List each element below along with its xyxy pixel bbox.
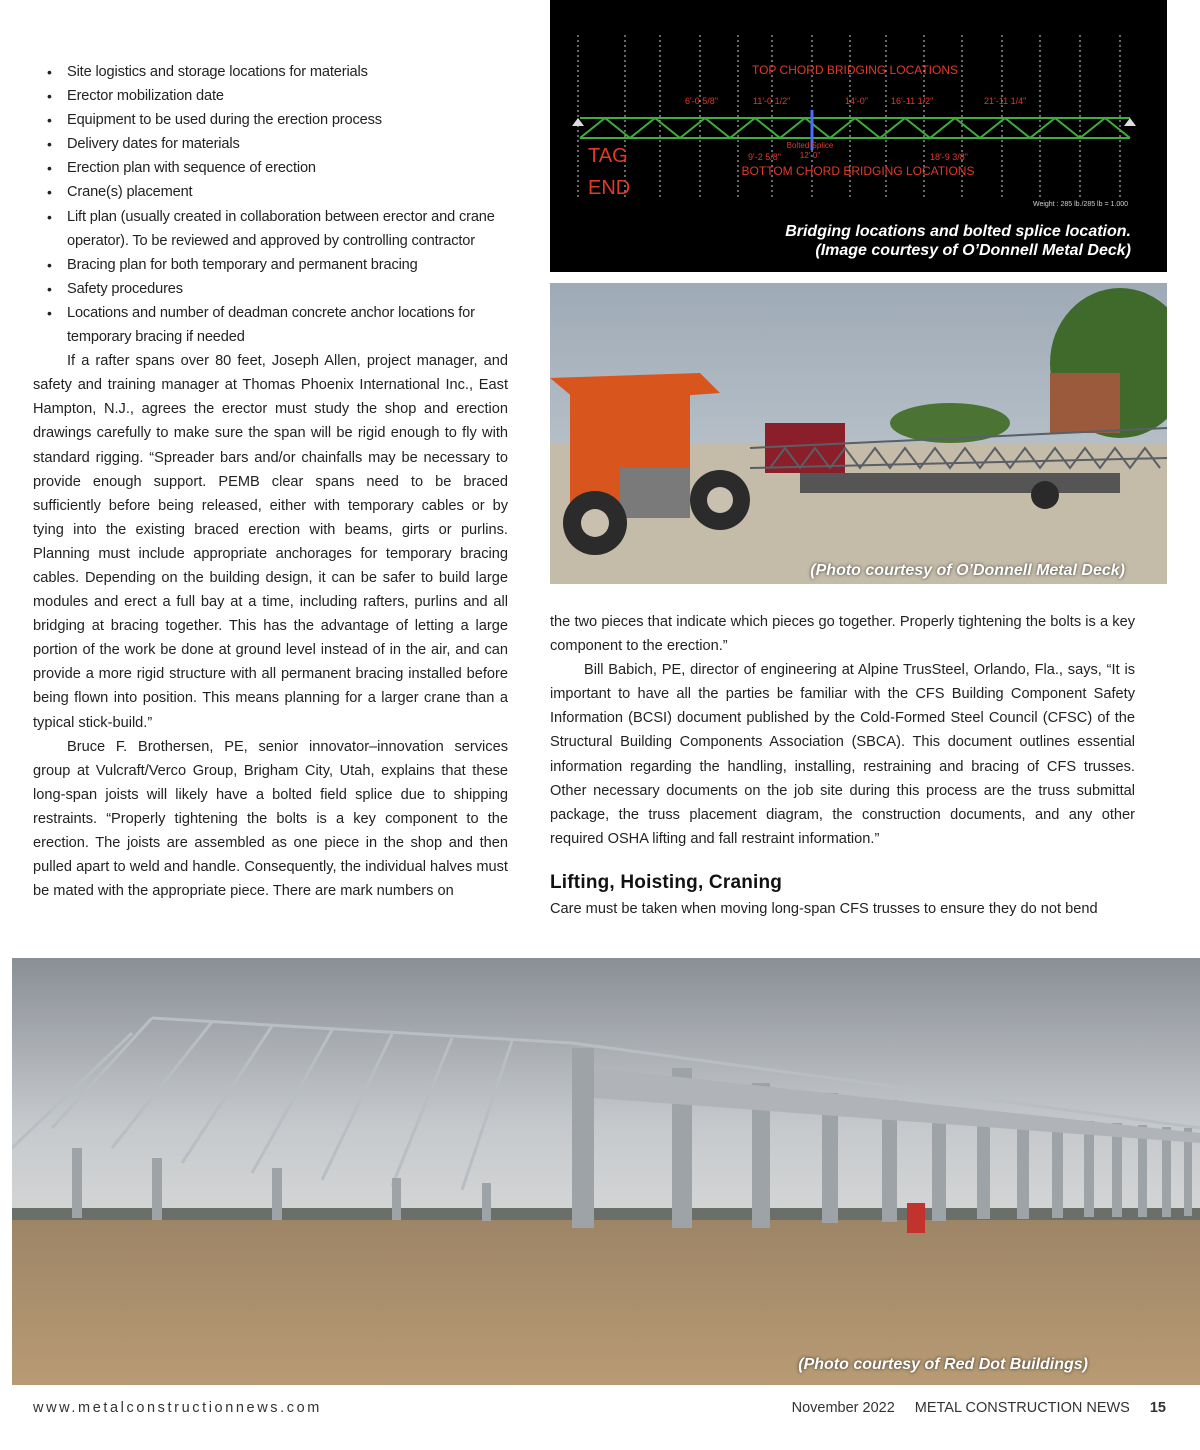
section-heading: Lifting, Hoisting, Craning [550,871,783,893]
end-label: END [588,177,631,199]
body-paragraph: Care must be taken when moving long-span CFS trusses to ensure they do not bend [550,901,1098,918]
list-item: • Safety procedures [33,277,508,301]
dimension-label: 16'-11 1/2" [891,96,934,106]
dimension-label: 18'-9 3/8" [930,152,968,162]
list-item: • Delivery dates for materials [33,132,508,156]
list-item: • Erection plan with sequence of erection [33,156,508,180]
dimension-label: 11'-0 1/2" [753,96,791,106]
dimension-label: 6'-0 5/8" [685,96,718,106]
splice-dimension: 12'-0" [799,151,821,160]
list-item: • Crane(s) placement [33,180,508,204]
truck-photo-caption: (Photo courtesy of O’Donnell Metal Deck) [810,562,1125,579]
right-column [550,610,1135,921]
top-chord-label: TOP CHORD BRIDGING LOCATIONS [751,63,959,77]
building-photo-graphic [12,958,1200,1385]
building-photo-caption: (Photo courtesy of Red Dot Buildings) [798,1356,1088,1373]
building-frame-photo [12,958,1200,1385]
left-column [33,60,508,903]
list-item: • Bracing plan for both temporary and permanent bracing [33,253,508,277]
telehandler-truss-photo [550,283,1167,584]
list-item: • Lift plan (usually created in collaboration between erector and crane operator). To be reviewed and approved by controlling contractor [33,205,508,253]
body-paragraph: the two pieces that indicate which pieces go together. Properly tightening the bolts is a key component to the erection.” [550,614,1135,655]
planning-checklist [33,60,508,349]
body-paragraph: Bruce F. Brothersen, PE, senior innovator–innovation services group at Vulcraft/Verco Group, Brigham City, Utah, explains that these long-span joists will likely have a bolted field splice due to shipping restraints. “Properly tightening the bolts is a key component to the erection. The joists are assembled as one piece in the shop and then pulled apart to weld and handle. Consequently, the individual halves must be mated with the appropriate piece. There are mark numbers on [33,738,508,900]
truss-bridging-diagram [550,0,1167,272]
body-paragraph: If a rafter spans over 80 feet, Joseph Allen, project manager, and safety and training manager at Thomas Phoenix International Inc., East Hampton, N.J., agrees the erector must study the shop and erection drawings carefully to make sure the span will be rigid enough to fly with standard rigging. “Spreader bars and/or chainfalls may be necessary to provide enough support. PEMB clear spans need to be braced sufficiently before being released, either with temporary cables or by tying into the existing braced erection with beams, girts or purlins. Planning must include appropriate anchorages for temporary bracing cables. Depending on the building design, it can be safer to build large modules and erect a full bay at a time, including rafters, purlins and all bridging at bracing together. This has the advantage of letting a large portion of the work be done at ground level instead of in the air, and can provide a more rigid structure with all permanent bracing installed before being flown into position. This means planning for a larger crane than a typical stick-build.” [33,353,508,731]
caption-line: (Image courtesy of O’Donnell Metal Deck) [815,242,1131,259]
footer-website[interactable]: www.metalconstructionnews.com [33,1400,322,1416]
dimension-label: 14'-0" [845,96,868,106]
body-paragraph: Bill Babich, PE, director of engineering at Alpine TrusSteel, Orlando, Fla., says, “It is important to have all the parties be familiar with the CFS Building Component Safety Information (BCSI) document published by the Cold-Formed Steel Council (CFSC) of the Structural Building Components Association (SBCA). This document outlines essential information regarding the handling, installing, restraining and bracing of CFS trusses. Other necessary documents on the job site during this process are the truss submittal package, the truss placement diagram, the construction documents, and any other required OSHA lifting and fall restraint information.” [550,662,1135,847]
list-item: • Locations and number of deadman concrete anchor locations for temporary bracing if needed [33,301,508,349]
issue-date: November 2022 [791,1400,895,1416]
magazine-name: METAL CONSTRUCTION NEWS [914,1400,1130,1416]
list-item: • Erector mobilization date [33,84,508,108]
caption-line: Bridging locations and bolted splice location. [785,223,1131,240]
bottom-chord-label: BOTTOM CHORD BRIDGING LOCATIONS [741,164,975,178]
list-item: • Equipment to be used during the erection process [33,108,508,132]
telehandler-photo-graphic [550,283,1167,584]
page-number: 15 [1149,1400,1166,1416]
weight-label: Weight : 285 lb./285 lb = 1.000 [1032,201,1128,208]
footer-info [792,1400,1166,1416]
splice-label: Bolted Splice [786,141,834,150]
tag-label: TAG [588,145,628,167]
diagram-caption [785,222,1131,260]
dimension-label: 21'-11 1/4" [984,96,1027,106]
dimension-label: 9'-2 5/8" [748,152,781,162]
list-item: • Site logistics and storage locations for materials [33,60,508,84]
